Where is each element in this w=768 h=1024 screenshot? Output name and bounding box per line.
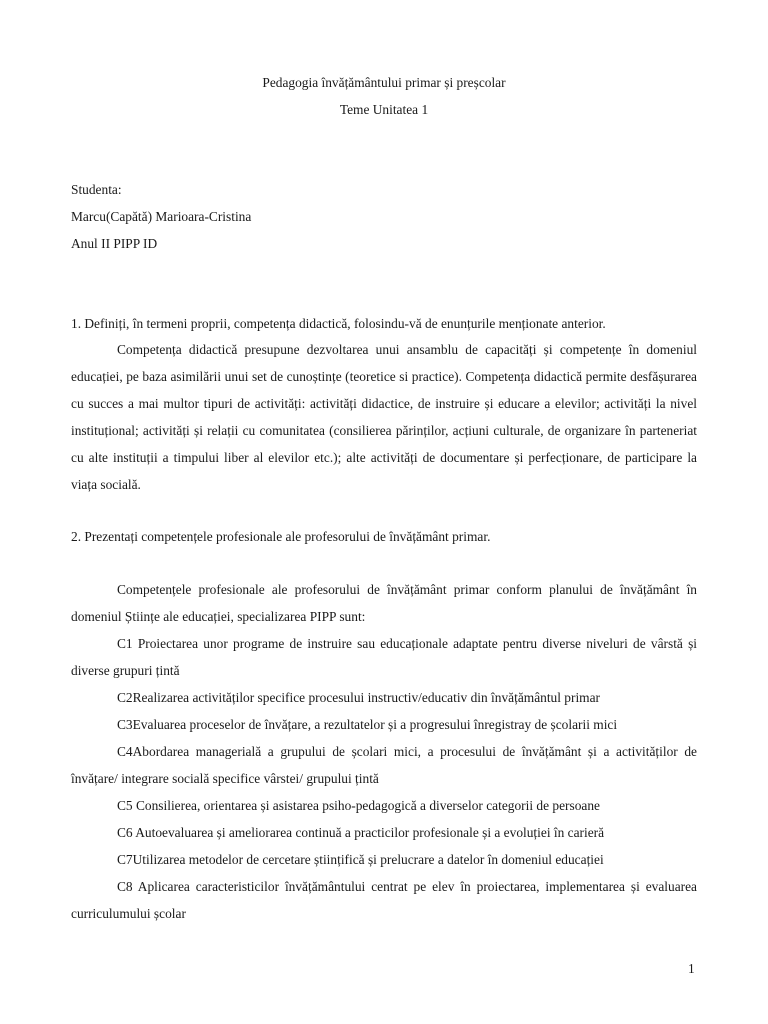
- competence-item: C4Abordarea managerială a grupului de școlari mici, a procesului de învățământ și a activităților de învățare/ integrare socială specifice vârstei/ grupului țintă: [71, 744, 697, 786]
- question-1-prompt: 1. Definiți, în termeni proprii, competența didactică, folosindu-vă de enunțurile menționate anterior.: [71, 316, 606, 331]
- competence-item: C3Evaluarea proceselor de învățare, a rezultatelor și a progresului înregistray de școlarii mici: [117, 717, 618, 732]
- document-title: Pedagogia învățământului primar și preșcolar: [262, 75, 506, 90]
- competence-item: C8 Aplicarea caracteristicilor învățământului centrat pe elev în proiectarea, implementarea și evaluarea curriculumului școlar: [71, 879, 697, 921]
- document-subtitle: Teme Unitatea 1: [339, 102, 429, 117]
- competence-item: C7Utilizarea metodelor de cercetare științifică și prelucrare a datelor în domeniul educației: [117, 852, 604, 867]
- student-label: Studenta:: [71, 182, 122, 197]
- question-1-answer: Competența didactică presupune dezvoltarea unui ansamblu de capacități și competențe în domeniul educației, pe baza asimilării unui set de cunoștințe (teoretice si practice). Competența didactică permite desfășurarea cu succes a mai multor tipuri de activități: activități didactice, de instruire și educare a elevilor; activități la nivel instituțional; activități și relații cu comunitatea (consilierea părinților, acțiuni culturale, de organizare în parteneriat cu alte instituții a timpului liber al elevilor etc.); alte activități de documentare și perfecționare, de participare la viața socială.: [71, 342, 697, 492]
- competence-item: C1 Proiectarea unor programe de instruire sau educaționale adaptate pentru diverse niveluri de vârstă și diverse grupuri țintă: [71, 636, 697, 678]
- page-number: 1: [688, 961, 695, 976]
- question-2-intro: Competențele profesionale ale profesorului de învățământ primar conform planului de învățământ în domeniul Științe ale educației, specializarea PIPP sunt:: [71, 582, 697, 624]
- competence-item: C6 Autoevaluarea și ameliorarea continuă a practicilor profesionale și a evoluției în carieră: [117, 825, 605, 840]
- competence-item: C5 Consilierea, orientarea și asistarea psiho-pedagogică a diverselor categorii de persoane: [117, 798, 600, 813]
- student-name: Marcu(Capătă) Marioara-Cristina: [71, 209, 252, 224]
- competence-item: C2Realizarea activităților specifice procesului instructiv/educativ din învățământul primar: [117, 690, 601, 705]
- student-year: Anul II PIPP ID: [71, 236, 158, 251]
- question-2-prompt: 2. Prezentați competențele profesionale ale profesorului de învățământ primar.: [71, 529, 491, 544]
